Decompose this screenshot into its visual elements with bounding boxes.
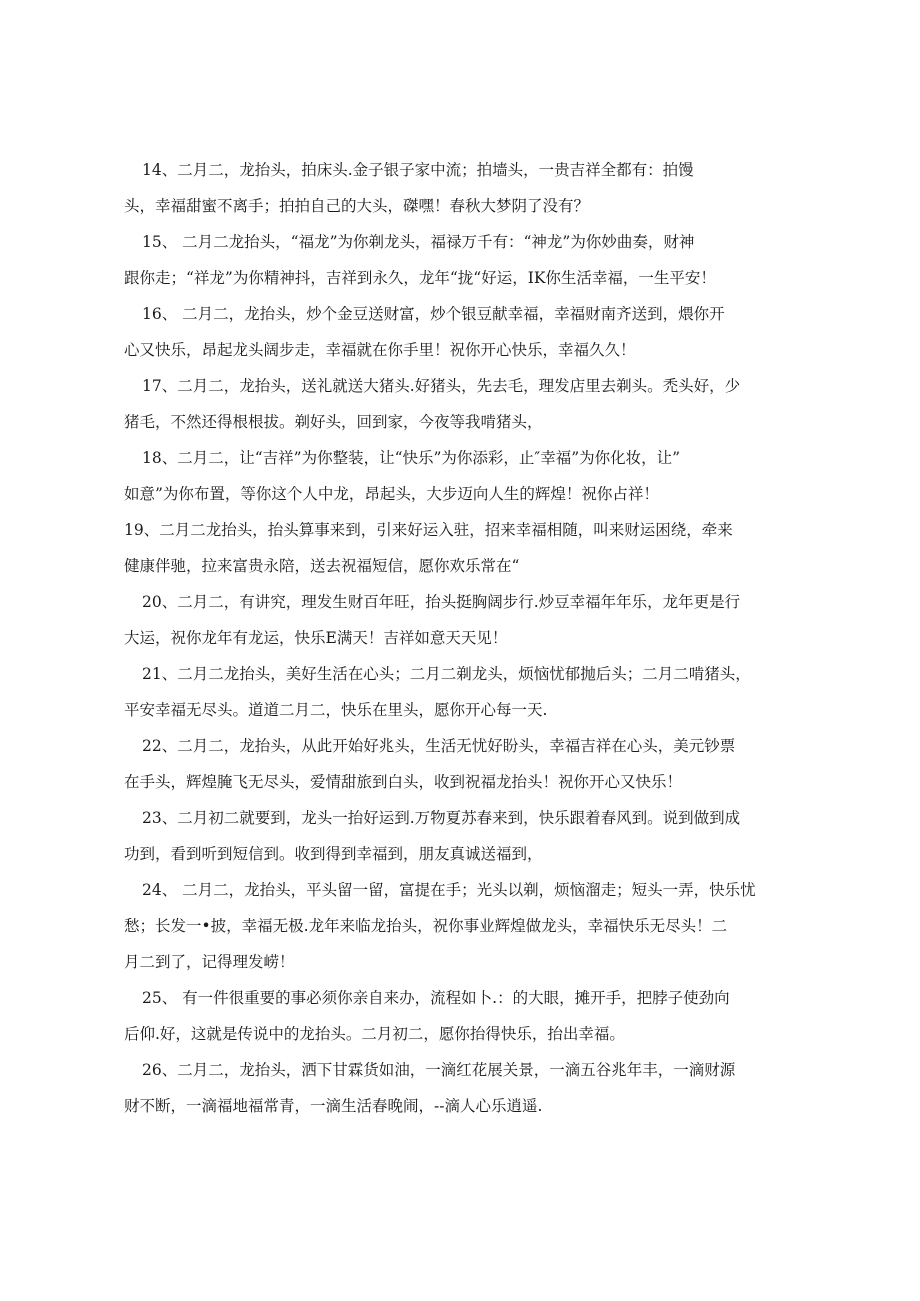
- paragraph-line: 17、二月二，龙抬头，送礼就送大猪头.好猪头，先去毛，理发店里去剃头。禿头好，少: [142, 377, 741, 395]
- paragraph-19: [124, 512, 800, 584]
- paragraph-line: 14、二月二，龙抬头，拍床头.金子银子家中流；拍墙头，一贵吉祥全都有：拍馒: [142, 161, 694, 179]
- paragraph-23: [124, 800, 800, 872]
- paragraph-line: 如意”为你布置，等你这个人中龙，昂起头，大步迈向人生的辉煌！祝你占祥！: [124, 485, 659, 503]
- paragraph-line: 15、 二月二龙抬头，“福龙”为你剃龙头，福禄万千有：“神龙”为你妙曲奏，财神: [142, 233, 695, 251]
- paragraph-26: [124, 1052, 800, 1124]
- paragraph-line: 在手头，辉煌腌飞无尽头，爱情甜旅到白头，收到祝福龙抬头！祝你开心又快乐！: [124, 773, 683, 791]
- paragraph-line: 健康伴驰，拉来富贵永陪，送去祝福短信，愿你欢乐常在“: [124, 557, 520, 575]
- paragraph-line: 心又快乐，昂起龙头阔步走，幸福就在你手里！祝你开心快乐，幸福久久！: [124, 341, 636, 359]
- paragraph-20: [124, 584, 800, 656]
- paragraph-line: 18、二月二，让“吉祥”为你整装，让“快乐”为你添彩，止″幸福”为你化妆，让”: [142, 449, 681, 467]
- paragraph-15: [124, 224, 800, 296]
- paragraph-line: 20、二月二，有讲究，理发生财百年旺，抬头挺胸阔步行.炒豆幸福年年乐，龙年更是行: [142, 593, 741, 611]
- paragraph-line: 21、二月二龙抬头，美好生活在心头；二月二剃龙头，烦恼忧郁抛后头；二月二啃猪头，: [142, 665, 751, 683]
- paragraph-line: 23、二月初二就要到，龙头一抬好运到.万物夏苏春来到，快乐跟着春风到。说到做到成: [142, 809, 741, 827]
- paragraph-18: [124, 440, 800, 512]
- paragraph-14: [124, 152, 800, 224]
- paragraph-line: 功到，看到听到短信到。收到得到幸福到，朋友真诚送福到，: [124, 845, 543, 863]
- paragraph-line: 平安幸福无尽头。道道二月二，快乐在里头，愿你开心每一天.: [124, 701, 548, 719]
- paragraph-22: [124, 728, 800, 800]
- paragraph-line: 16、 二月二，龙抬头，炒个金豆送财富，炒个银豆献幸福，幸福财南齐送到，煨你开: [142, 305, 725, 323]
- paragraph-line: 19、二月二龙抬头，抬头算事来到，引来好运入驻，招来幸福相随，叫来财运困绕，牵来: [124, 521, 733, 539]
- paragraph-17: [124, 368, 800, 440]
- paragraph-16: [124, 296, 800, 368]
- paragraph-line: 跟你走；“祥龙”为你精神抖，吉祥到永久，龙年“拢“好运，IK你生活幸福，一生平安！: [124, 269, 716, 287]
- paragraph-21: [124, 656, 800, 728]
- paragraph-line: 24、 二月二，龙抬头，平头留一留，富提在手；光头以剃，烦恼溜走；短头一弄，快乐忧: [142, 881, 756, 899]
- paragraph-line: 财不断，一滴福地福常青，一滴生活春晚闹，--滴人心乐逍遥.: [124, 1097, 543, 1115]
- paragraph-25: [124, 980, 800, 1052]
- paragraph-line: 愁；长发一•披，幸福无极.龙年来临龙抬头，祝你事业辉煌做龙头，幸福快乐无尽头！二: [124, 917, 728, 935]
- paragraph-line: 月二到了，记得理发崂！: [124, 953, 295, 971]
- paragraph-line: 大运，祝你龙年有龙运，快乐E满天！吉祥如意天天见！: [124, 629, 508, 647]
- paragraph-line: 头，幸福甜蜜不离手；拍拍自己的大头，磔嘿！春秋大梦阴了没有？: [124, 197, 590, 215]
- paragraph-line: 猪毛，不然还得根根拔。剃好头，回到家，今夜等我啃猪头，: [124, 413, 543, 431]
- paragraph-line: 25、 有一件很重要的事必须你亲自来办，流程如卜.：的大眼，摊开手，把脖子使劲向: [142, 989, 730, 1007]
- paragraph-line: 22、二月二，龙抬头，从此开始好兆头，生活无忧好盼头，幸福吉祥在心头，美元钞票: [142, 737, 736, 755]
- paragraph-line: 后仰.好，这就是传说中的龙抬头。二月初二，愿你抬得快乐，抬出幸福。: [124, 1025, 625, 1043]
- paragraph-24: [124, 872, 800, 980]
- paragraph-line: 26、二月二，龙抬头，洒下甘霖货如油，一滴红花展关景，一滴五谷兆年丰，一滴财源: [142, 1061, 736, 1079]
